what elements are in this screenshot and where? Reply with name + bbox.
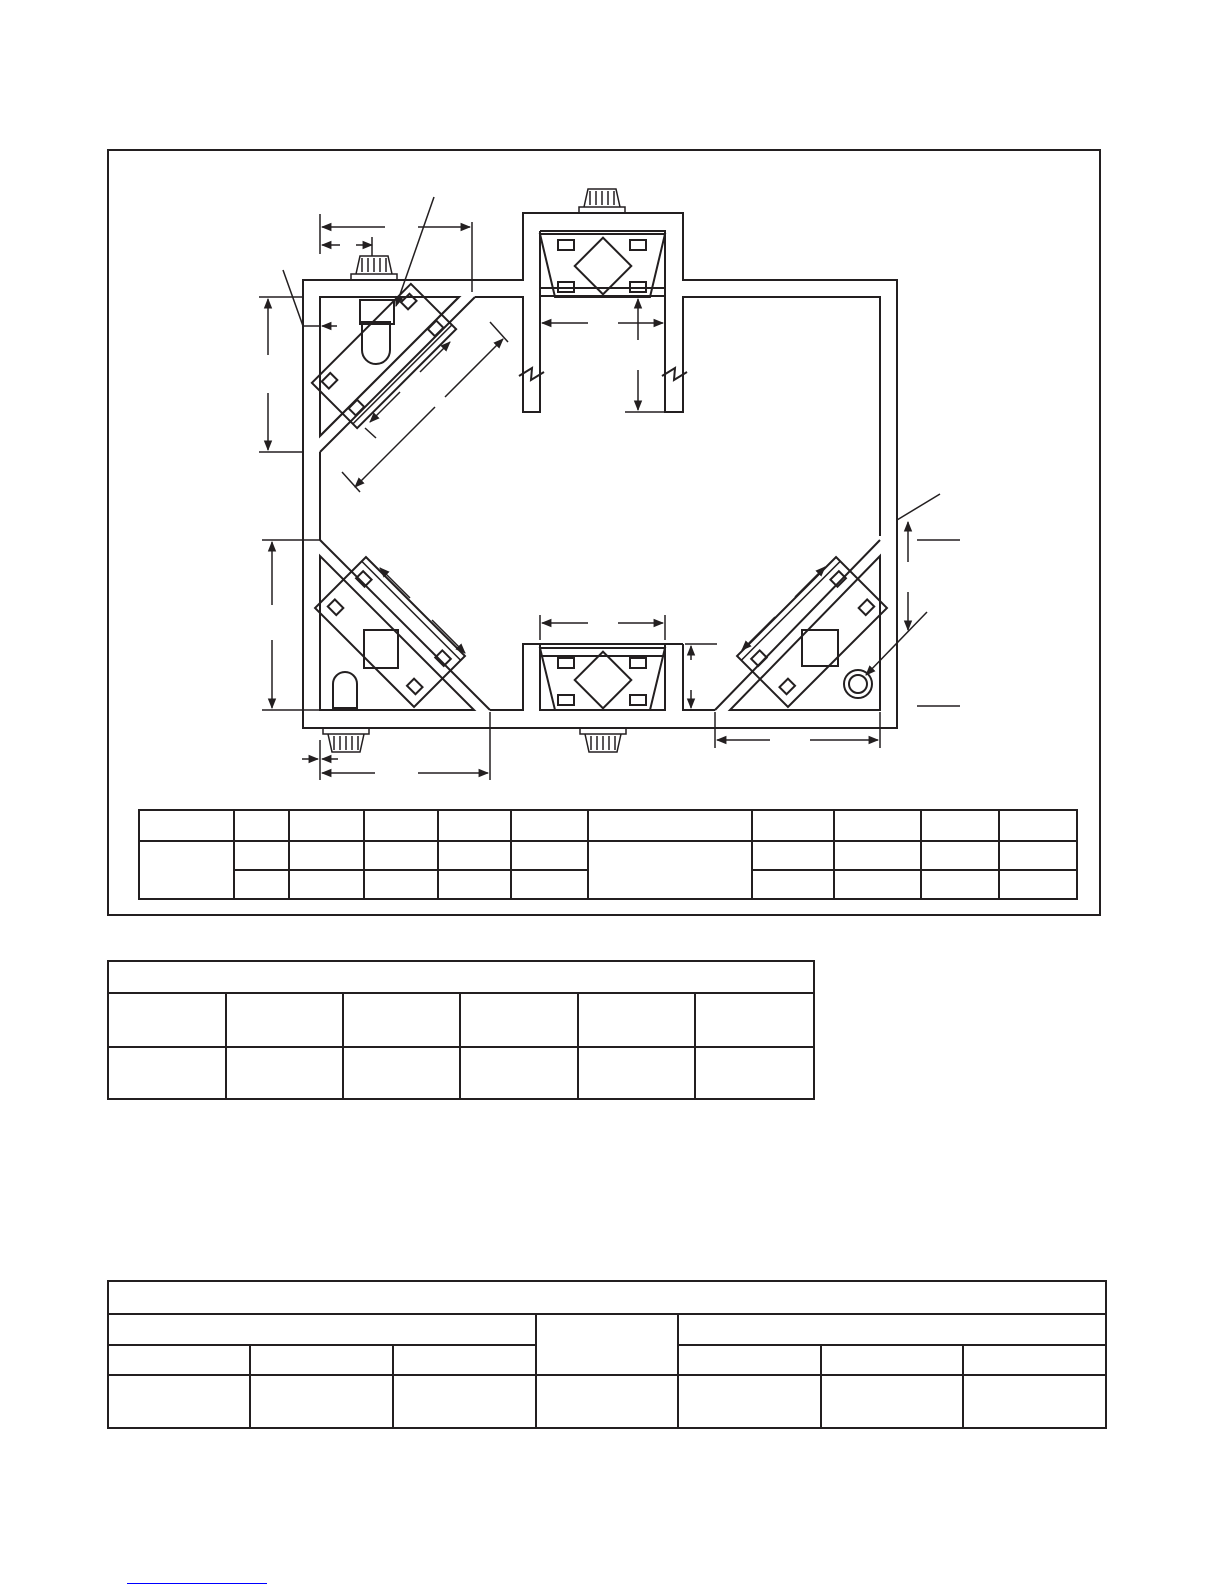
specification-table-2 [107, 960, 815, 1100]
table-row [108, 1375, 1106, 1428]
elbow-pipe-icon [360, 300, 394, 364]
firebox-window-lower-right [802, 630, 838, 666]
table-row [139, 841, 1077, 870]
specification-table-3 [107, 1280, 1107, 1429]
table-title [108, 1281, 1106, 1314]
fireplace-unit-top [540, 234, 665, 297]
table-title-row [108, 1281, 1106, 1314]
table-group-row [108, 1314, 1106, 1345]
table-title-row [108, 961, 814, 993]
dimension-table [138, 809, 1078, 900]
upper-left-corner-chase [320, 297, 459, 436]
table-row [108, 1047, 814, 1099]
elbow-pipe-icon [333, 672, 357, 708]
table-row [139, 810, 1077, 841]
fireplace-unit-bottom [540, 648, 665, 710]
fireplace-unit-lower-left [315, 557, 465, 707]
footer-link-underline[interactable] [127, 1583, 267, 1584]
table-title [108, 961, 814, 993]
table-header-row [108, 993, 814, 1047]
